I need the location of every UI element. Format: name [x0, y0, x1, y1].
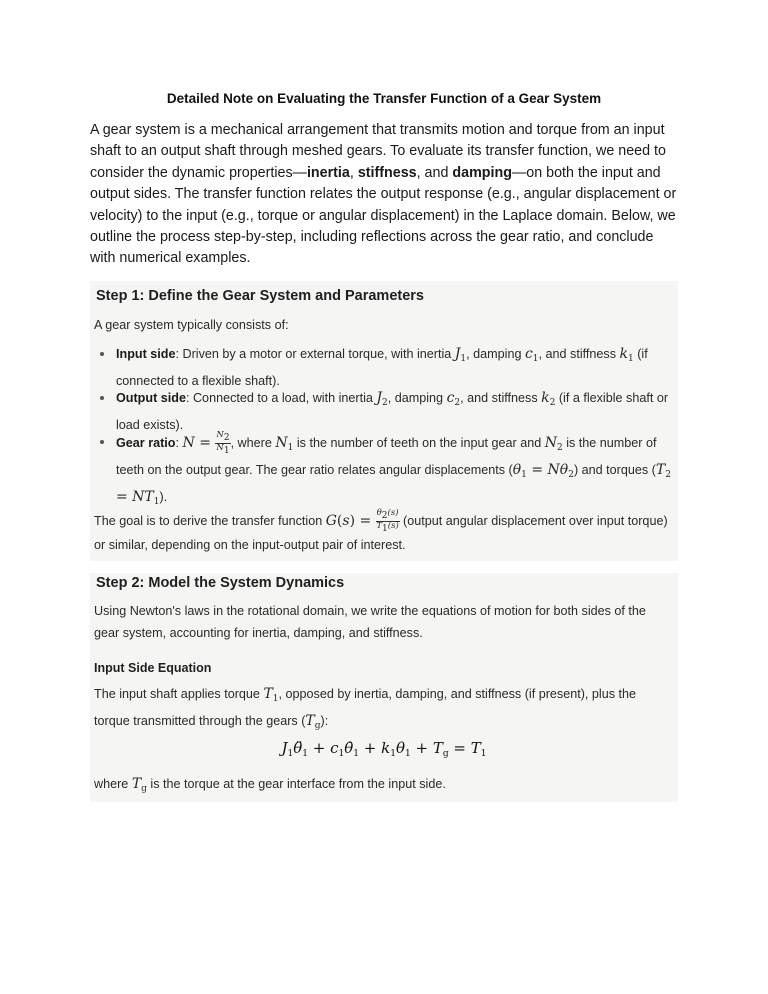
intro-text: A gear system is a mechanical arrangement that transmits motion and torque from an input shaft to an output shaft through meshed gears. To evaluate its transfer function, we need to consider the dynamic properties—	[90, 122, 666, 181]
bullet-text: , and stiffness	[460, 391, 542, 405]
step2-where	[94, 773, 672, 800]
step2-heading: Step 2: Model the System Dynamics	[96, 575, 345, 591]
step1-goal: The goal is to derive the transfer function G(s) = $\frac{\theta_2(s)}{T_1(s)}$ (output angular displacement over input torque) or similar, depending on the input-output pair of interest.	[94, 508, 668, 552]
math-k2: $k_2$	[541, 390, 556, 408]
bullet-text: is the number of teeth on the output gear. The gear ratio relates angular displacements (	[116, 435, 657, 477]
bullet-text: , where	[230, 435, 276, 450]
step2-panel	[90, 573, 678, 802]
bullet-text: : Connected to a load, with inertia	[185, 391, 377, 405]
math-k1: $k_1$	[619, 346, 634, 364]
step2-lead: Using Newton's laws in the rotational domain, we write the equations of motion for both sides of the gear system, accounting for inertia, damping, and stiffness.	[94, 604, 646, 640]
bullet-text: ) and torques (	[573, 462, 656, 477]
goal-text: (output angular displacement over input torque) or similar, depending on the input-output pair of interest.	[94, 513, 668, 552]
bullet-label: Output side	[116, 391, 186, 405]
math-J1: $J_1$	[454, 346, 467, 364]
bullet-text: ).	[159, 489, 168, 504]
intro-bold-stiffness: stiffness	[357, 164, 417, 181]
step1-lead: A gear system typically consists of:	[94, 318, 289, 332]
math-N1: $N_1$	[275, 434, 294, 453]
bullet-label: Gear ratio	[116, 435, 176, 450]
bullet-dot	[100, 396, 104, 400]
intro-bold-inertia: inertia	[306, 164, 350, 181]
bullet-text: , damping	[466, 347, 525, 361]
math-transfer-function: G	[325, 512, 337, 529]
math-c2: $c_2$	[446, 390, 461, 408]
para-text: , opposed by inertia, damping, and stiffness (if present), plus the torque transmitted through the gears (	[94, 687, 637, 728]
goal-text: The goal is to derive the transfer function	[94, 513, 326, 528]
bullet-dot	[100, 440, 104, 444]
math-torque-relation: $T_2 = NT_1$	[116, 461, 671, 507]
intro-sep: , and	[416, 164, 453, 181]
where-text: where	[94, 777, 132, 791]
bullet-label: Input side	[116, 347, 176, 361]
math-theta-relation: $\theta_1 = N\theta_2$	[512, 461, 574, 480]
bullet-gear-ratio: Gear ratio: N = $\frac{N_2}{N_1}$ , where $N_1$ is the number of teeth on the input gear and $N_2$ is the number of teeth on the output gear. The gear ratio relates angular displacements $(\theta_1 = N\theta_2)$ and torques $(T_2 = NT_1)$.	[100, 431, 672, 513]
math-N2: $N_2$	[544, 434, 563, 453]
math-gear-ratio: N	[182, 434, 195, 451]
step2-subheading: Input Side Equation	[94, 661, 212, 675]
intro-text: —on both the input and output sides. The transfer function relates the output response (e.g., angular displacement or velocity) to the input (e.g., torque or angular displacement) in the Laplace domain. Below, we outline the process step-by-step, including reflections across the gear ratio, and conclude with numerical examples.	[90, 164, 677, 267]
math-T1: $T_1$	[263, 686, 279, 704]
bullet-output-side	[100, 387, 672, 436]
math-fraction-theta2-T1: $\frac{\theta_2(s)}{T_1(s)}$	[376, 508, 399, 534]
bullet-text: (if connected to a flexible shaft).	[116, 347, 648, 388]
step1-panel	[90, 281, 678, 561]
step1-heading: Step 1: Define the Gear System and Parameters	[96, 288, 424, 304]
bullet-text: , damping	[387, 391, 447, 405]
bullet-text: (if a flexible shaft or load exists).	[116, 391, 669, 432]
math-c1: $c_1$	[524, 346, 539, 364]
bullet-input-side	[100, 343, 672, 392]
bullet-dot	[100, 352, 104, 356]
document-title: Detailed Note on Evaluating the Transfer Function of a Gear System	[166, 91, 602, 106]
intro-paragraph	[90, 120, 682, 270]
input-side-equation: $J_1\thetä_1$ + $c_1\thetȧ_1 + k_1\theta_1 + T_g = T_1$	[281, 739, 487, 759]
bullet-text: is the number of teeth on the input gear and	[293, 435, 545, 450]
bullet-text: :	[175, 435, 183, 450]
math-Tg: $T_g$	[305, 713, 321, 731]
where-text: is the torque at the gear interface from the input side.	[146, 777, 446, 791]
intro-sep: ,	[349, 164, 358, 181]
step2-paragraph	[94, 683, 672, 737]
para-text: The input shaft applies torque	[94, 687, 264, 701]
math-J2: $J_2$	[376, 390, 388, 408]
bullet-text: : Driven by a motor or external torque, with inertia	[175, 347, 455, 361]
math-Tg: $T_g$	[131, 776, 147, 794]
intro-bold-damping: damping	[452, 164, 512, 181]
para-text: ):	[320, 714, 329, 728]
bullet-text: , and stiffness	[538, 347, 620, 361]
math-fraction-N2-N1: $\frac{N_2}{N_1}$	[216, 430, 230, 456]
